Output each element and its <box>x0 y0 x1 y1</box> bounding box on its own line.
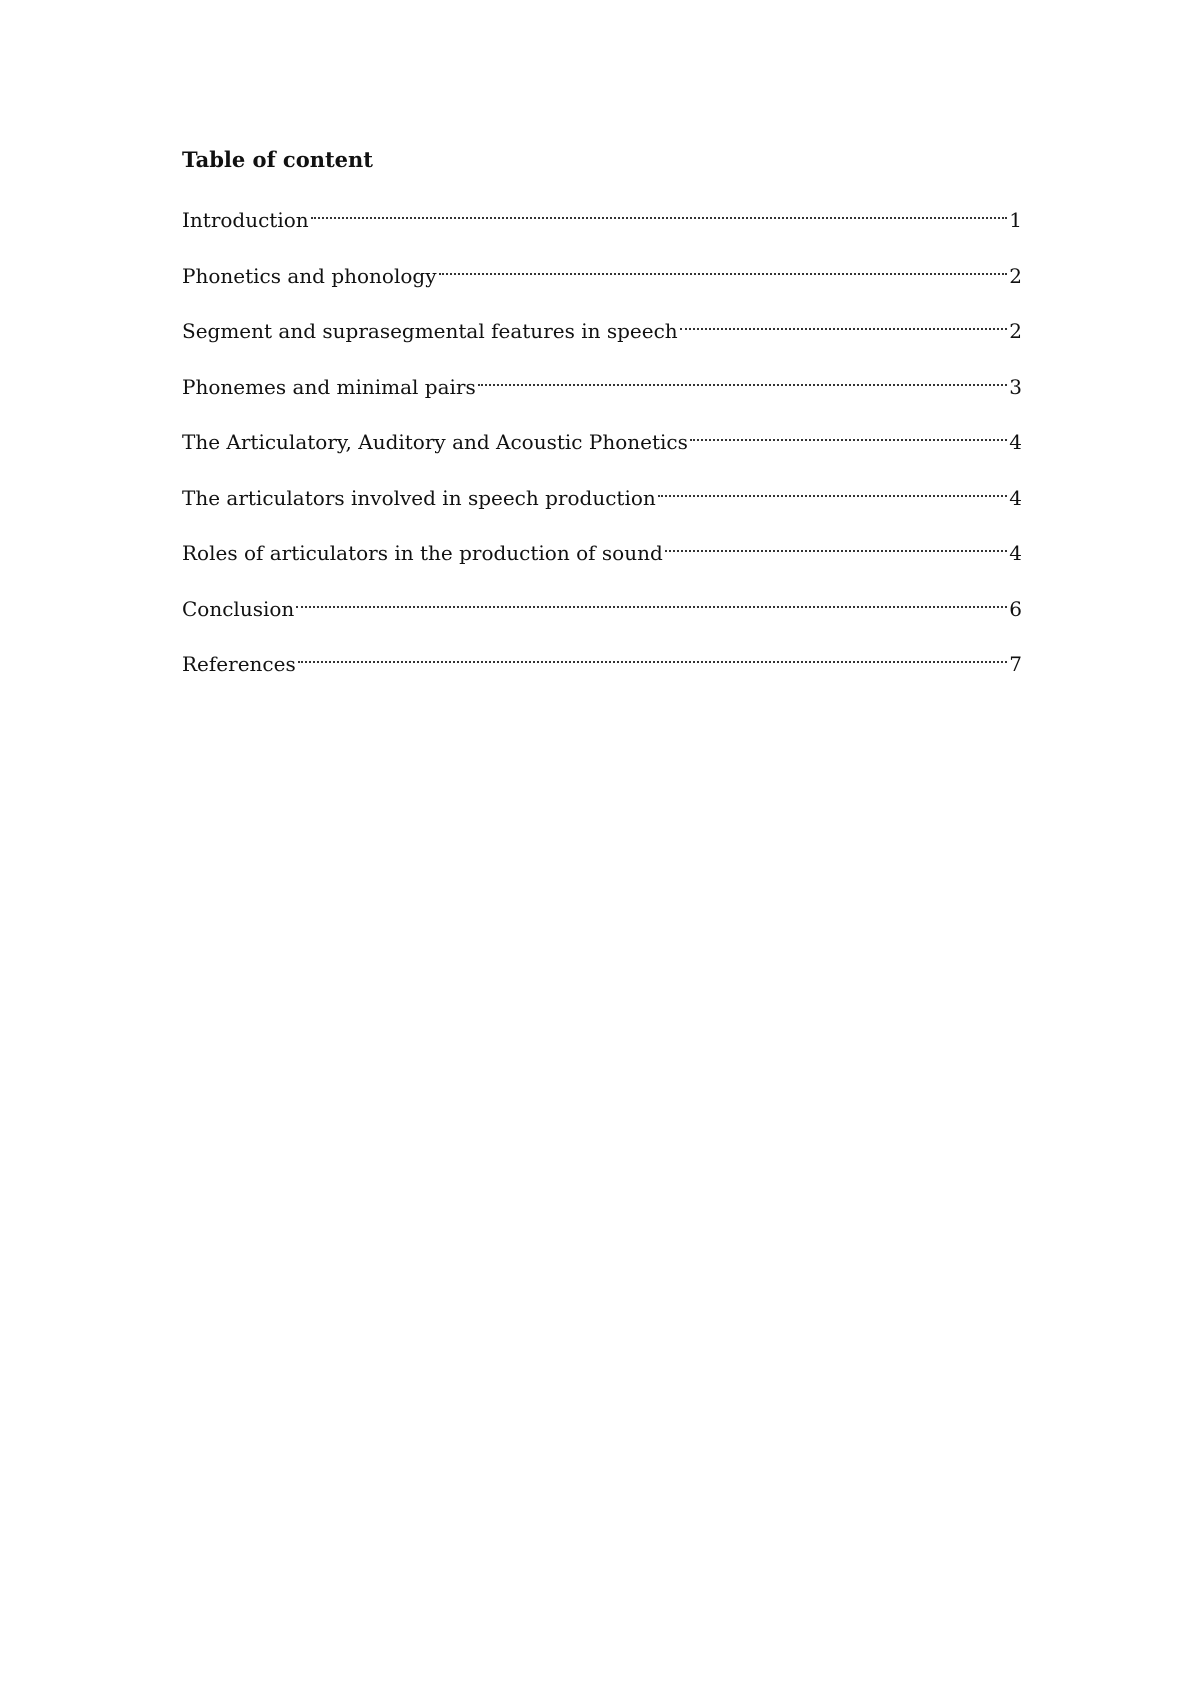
table-of-contents <box>182 145 1022 697</box>
toc-entry-articulators[interactable] <box>182 475 1022 510</box>
dot-leader <box>478 364 1008 394</box>
toc-page-number: 2 <box>1009 319 1022 343</box>
toc-entry-references[interactable] <box>182 641 1022 676</box>
toc-heading: Table of content <box>182 147 373 172</box>
toc-page-number: 3 <box>1009 374 1022 399</box>
toc-entry-label: References <box>182 652 296 676</box>
dot-leader <box>665 530 1008 560</box>
dot-leader <box>680 308 1008 338</box>
toc-entry-label: Phonemes and minimal pairs <box>182 374 476 399</box>
toc-entry-conclusion[interactable] <box>182 586 1022 621</box>
toc-page-number: 4 <box>1009 541 1022 565</box>
toc-entry-label: The articulators involved in speech production <box>182 485 656 510</box>
toc-entry-label: The Articulatory, Auditory and Acoustic Phonetics <box>182 430 688 454</box>
dot-leader <box>690 419 1007 449</box>
toc-entry-label: Segment and suprasegmental features in speech <box>182 319 678 343</box>
dot-leader <box>311 197 1008 227</box>
toc-entry-segment-features[interactable] <box>182 308 1022 343</box>
toc-page-number: 6 <box>1009 596 1022 621</box>
toc-entry-introduction[interactable] <box>182 197 1022 232</box>
toc-entry-phonetics-and-phonology[interactable] <box>182 253 1022 288</box>
toc-page-number: 7 <box>1009 652 1022 676</box>
toc-entry-label: Conclusion <box>182 596 295 621</box>
toc-entry-label: Roles of articulators in the production of sound <box>182 541 663 565</box>
toc-list <box>182 197 1022 676</box>
toc-page-number: 4 <box>1009 430 1022 454</box>
toc-page-number: 4 <box>1009 485 1022 510</box>
dot-leader <box>296 586 1007 616</box>
toc-entry-label: Phonetics and phonology <box>182 263 437 288</box>
toc-page-number: 1 <box>1009 208 1022 232</box>
toc-page-number: 2 <box>1009 263 1022 288</box>
toc-entry-phonetics-branches[interactable] <box>182 419 1022 454</box>
toc-entry-phonemes[interactable] <box>182 364 1022 399</box>
dot-leader <box>298 641 1008 671</box>
toc-entry-articulator-roles[interactable] <box>182 530 1022 565</box>
dot-leader <box>658 475 1008 505</box>
toc-entry-label: Introduction <box>182 208 309 232</box>
dot-leader <box>439 253 1008 283</box>
